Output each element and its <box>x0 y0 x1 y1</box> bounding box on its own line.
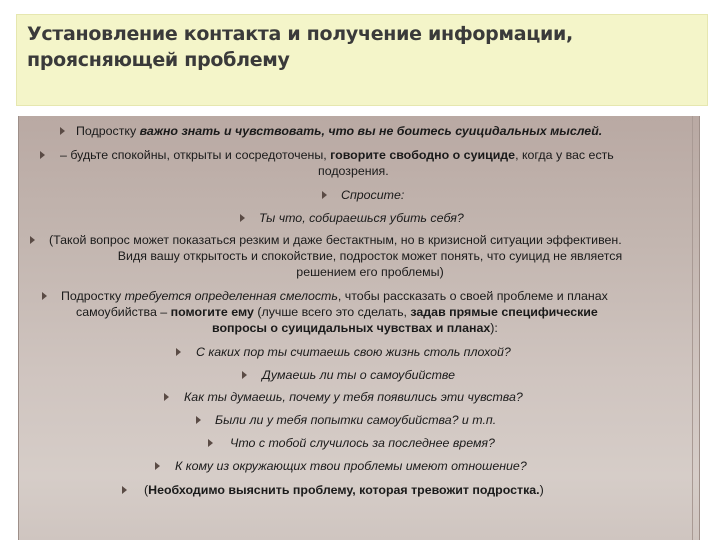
slide-title-line-2: проясняющей проблему <box>27 49 290 71</box>
ask-label: Спросите: <box>341 188 405 202</box>
question-what-happened: Что с тобой случилось за последнее время? <box>230 436 495 450</box>
paragraph-important-to-know: Подростку важно знать и чувствовать, что вы не боитесь суицидальных мыслей. <box>76 124 603 138</box>
paragraph-question-note-1: (Такой вопрос может показаться резким и даже бестактным, но в кризисной ситуации эффективен. <box>49 233 622 247</box>
title-panel <box>16 14 708 106</box>
bullet-icon <box>122 486 127 494</box>
paragraph-be-calm-cont: подозрения. <box>318 164 389 178</box>
question-why-feelings: Как ты думаешь, почему у тебя появились эти чувства? <box>184 390 523 404</box>
bullet-icon <box>208 439 213 447</box>
slide-title <box>27 21 697 73</box>
bullet-icon <box>164 393 169 401</box>
bullet-icon <box>155 462 160 470</box>
question-attempts: Были ли у тебя попытки самоубийства? и т.п. <box>215 413 497 427</box>
paragraph-courage-cont-2: вопросы о суицидальных чувствах и планах): <box>212 321 498 335</box>
question-thinking-suicide: Думаешь ли ты о самоубийстве <box>262 368 455 382</box>
bullet-icon <box>40 151 45 159</box>
question-kill-yourself: Ты что, собираешься убить себя? <box>259 211 464 225</box>
question-since-when: С каких пор ты считаешь свою жизнь столь плохой? <box>196 345 511 359</box>
paragraph-question-note-3: решением его проблемы) <box>296 265 444 279</box>
bullet-icon <box>196 416 201 424</box>
slide-title-line-1: Установление контакта и получение информации, <box>27 23 573 45</box>
paragraph-question-note-2: Видя вашу открытость и спокойствие, подросток может понять, что суицид не является <box>117 249 623 263</box>
bullet-icon <box>60 127 65 135</box>
bullet-icon <box>242 371 247 379</box>
bullet-icon <box>240 214 245 222</box>
paragraph-courage: Подростку требуется определенная смелость, чтобы рассказать о своей проблеме и планах <box>61 289 608 303</box>
bullet-icon <box>42 292 47 300</box>
paragraph-clarify-problem: (Необходимо выяснить проблему, которая тревожит подростка.) <box>144 483 544 497</box>
bullet-icon <box>30 236 35 244</box>
bullet-icon <box>176 348 181 356</box>
question-who-related: К кому из окружающих твои проблемы имеют отношение? <box>175 459 527 473</box>
paragraph-be-calm: – будьте спокойны, открыты и сосредоточены, говорите свободно о суициде, когда у вас есть <box>60 148 614 162</box>
bullet-icon <box>322 191 327 199</box>
paragraph-courage-cont: самоубийства – помогите ему (лучше всего это сделать, задав прямые специфические <box>76 305 598 319</box>
